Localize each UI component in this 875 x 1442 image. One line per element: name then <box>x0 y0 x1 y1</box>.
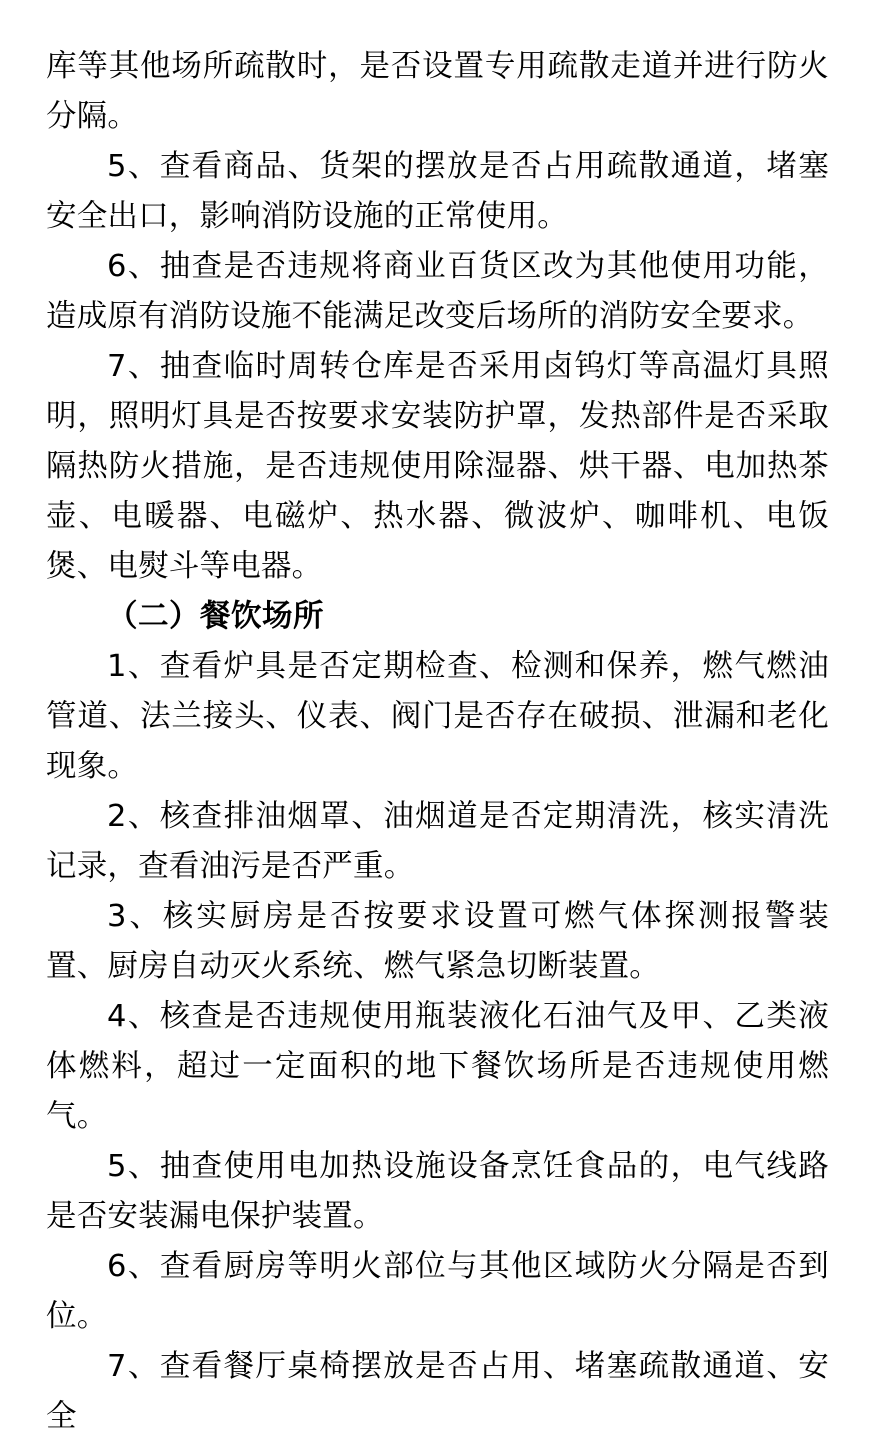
list-item-7-dining: 7、查看餐厅桌椅摆放是否占用、堵塞疏散通道、安全 <box>46 1349 829 1434</box>
list-item-3-dining: 3、核实厨房是否按要求设置可燃气体探测报警装置、厨房自动灭火系统、燃气紧急切断装置。 <box>46 899 829 984</box>
list-item-6-retail: 6、抽查是否违规将商业百货区改为其他使用功能，造成原有消防设施不能满足改变后场所的消防安全要求。 <box>46 249 829 334</box>
list-item-4-dining: 4、核查是否违规使用瓶装液化石油气及甲、乙类液体燃料，超过一定面积的地下餐饮场所是否违规使用燃气。 <box>46 999 829 1134</box>
list-item-5-dining: 5、抽查使用电加热设施设备烹饪食品的，电气线路是否安装漏电保护装置。 <box>46 1149 829 1234</box>
section-heading-dining: （二）餐饮场所 <box>107 599 324 634</box>
list-item-5-retail: 5、查看商品、货架的摆放是否占用疏散通道，堵塞安全出口，影响消防设施的正常使用。 <box>46 149 829 234</box>
list-item-2-dining: 2、核查排油烟罩、油烟道是否定期清洗，核实清洗记录，查看油污是否严重。 <box>46 799 829 884</box>
document-body <box>46 42 829 1442</box>
paragraph-continued: 库等其他场所疏散时，是否设置专用疏散走道并进行防火分隔。 <box>46 49 829 134</box>
list-item-7-retail: 7、抽查临时周转仓库是否采用卤钨灯等高温灯具照明，照明灯具是否按要求安装防护罩，发热部件是否采取隔热防火措施，是否违规使用除湿器、烘干器、电加热茶壶、电暖器、电磁炉、热水器、微波炉、咖啡机、电饭煲、电熨斗等电器。 <box>46 349 829 584</box>
list-item-1-dining: 1、查看炉具是否定期检查、检测和保养，燃气燃油管道、法兰接头、仪表、阀门是否存在破损、泄漏和老化现象。 <box>46 649 829 784</box>
list-item-6-dining: 6、查看厨房等明火部位与其他区域防火分隔是否到位。 <box>46 1249 829 1334</box>
